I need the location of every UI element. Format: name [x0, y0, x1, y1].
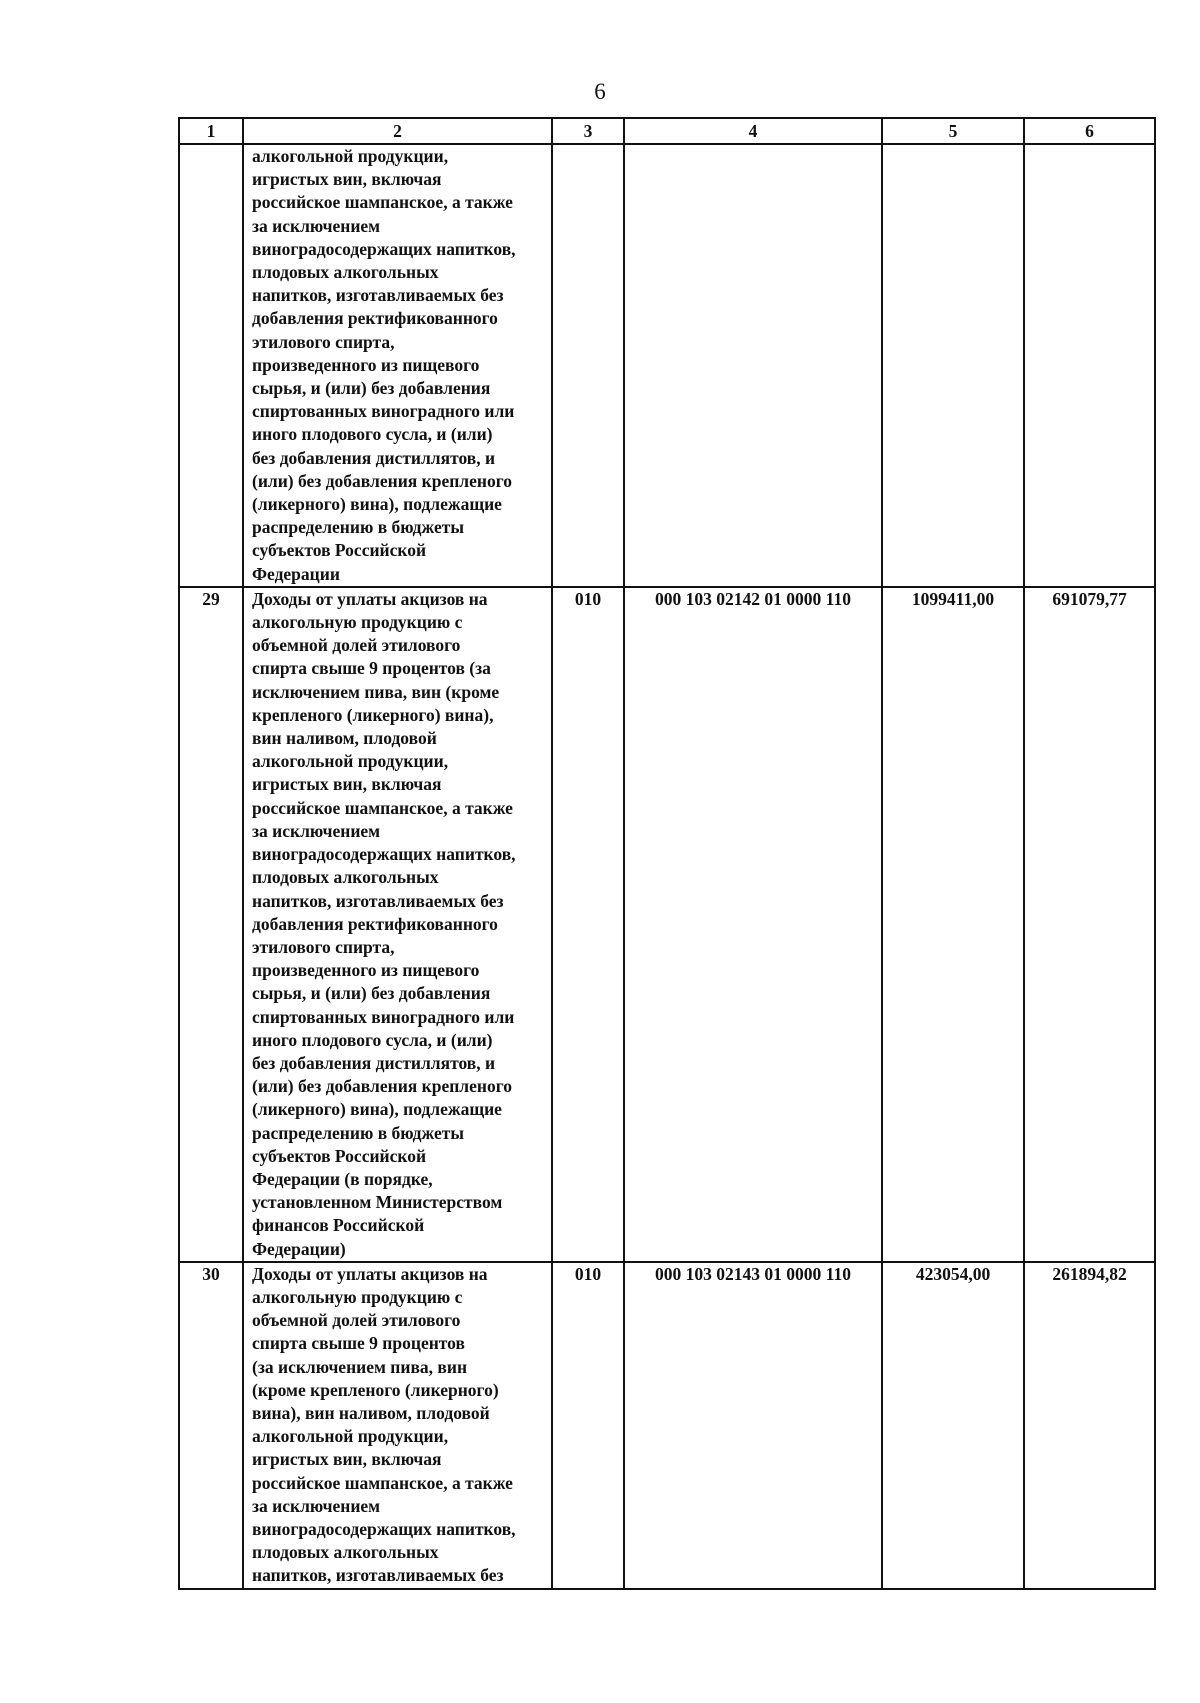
description-line: Федерации [252, 563, 340, 584]
row-number: 29 [179, 587, 243, 1262]
description-line: Доходы от уплаты акцизов на [252, 1263, 488, 1284]
row-description [243, 587, 552, 1262]
row-value-5: 423054,00 [882, 1262, 1024, 1589]
description-line: (или) без добавления крепленого [252, 470, 512, 491]
description-line: этилового спирта, [252, 936, 395, 957]
description-line: алкогольной продукции, [252, 751, 449, 772]
description-line: виноградосодержащих напитков, [252, 238, 516, 259]
description-line: исключением пива, вин (кроме [252, 681, 500, 702]
description-line: игристых вин, включая [252, 1449, 442, 1470]
description-line: иного плодового сусла, и (или) [252, 1029, 493, 1050]
description-line: распределению в бюджеты [252, 517, 465, 538]
description-line: сырья, и (или) без добавления [252, 378, 491, 399]
description-line: объемной долей этилового [252, 1310, 461, 1331]
row-code [552, 144, 624, 587]
row-number: 30 [179, 1262, 243, 1589]
description-line: алкогольную продукцию с [252, 612, 463, 633]
description-line: (или) без добавления крепленого [252, 1076, 512, 1097]
description-line: сырья, и (или) без добавления [252, 983, 491, 1004]
description-line: вин наливом, плодовой [252, 728, 437, 749]
description-line: напитков, изготавливаемых без [252, 1565, 504, 1586]
header-cell-4: 4 [624, 118, 882, 144]
description-line: за исключением [252, 1495, 381, 1516]
description-line: Федерации) [252, 1238, 346, 1259]
row-value-6 [1024, 144, 1155, 587]
description-line: напитков, изготавливаемых без [252, 890, 504, 911]
row-code: 010 [552, 587, 624, 1262]
description-line: крепленого (ликерного) вина), [252, 704, 494, 725]
description-line: (ликерного) вина), подлежащие [252, 494, 502, 515]
description-line: спиртованных виноградного или [252, 401, 515, 422]
row-kbk: 000 103 02142 01 0000 110 [624, 587, 882, 1262]
table-header-row [179, 118, 1155, 144]
description-line: игристых вин, включая [252, 169, 442, 190]
description-line: спирта свыше 9 процентов [252, 1333, 465, 1354]
row-value-6: 261894,82 [1024, 1262, 1155, 1589]
row-code: 010 [552, 1262, 624, 1589]
description-line: без добавления дистиллятов, и [252, 1052, 496, 1073]
description-line: за исключением [252, 820, 381, 841]
description-line: игристых вин, включая [252, 774, 442, 795]
description-line: вина), вин наливом, плодовой [252, 1402, 490, 1423]
description-line: российское шампанское, а также [252, 192, 513, 213]
description-line: плодовых алкогольных [252, 867, 439, 888]
description-line: спиртованных виноградного или [252, 1006, 515, 1027]
description-line: (ликерного) вина), подлежащие [252, 1099, 502, 1120]
description-line: субъектов Российской [252, 540, 427, 561]
description-line: (кроме крепленого (ликерного) [252, 1379, 499, 1400]
header-cell-3: 3 [552, 118, 624, 144]
description-line: плодовых алкогольных [252, 262, 439, 283]
description-line: напитков, изготавливаемых без [252, 285, 504, 306]
table-row-30 [179, 1262, 1155, 1589]
description-line: установленном Министерством [252, 1192, 503, 1213]
description-line: добавления ректификованного [252, 913, 498, 934]
description-line: Доходы от уплаты акцизов на [252, 588, 488, 609]
revenue-table [178, 117, 1156, 1590]
row-value-6: 691079,77 [1024, 587, 1155, 1262]
header-cell-6: 6 [1024, 118, 1155, 144]
description-line: иного плодового сусла, и (или) [252, 424, 493, 445]
description-line: добавления ректификованного [252, 308, 498, 329]
description-line: этилового спирта, [252, 331, 395, 352]
description-line: объемной долей этилового [252, 635, 461, 656]
description-line: распределению в бюджеты [252, 1122, 465, 1143]
page-number: 6 [594, 79, 606, 104]
table-row-continuation [179, 144, 1155, 587]
row-kbk [624, 144, 882, 587]
row-number [179, 144, 243, 587]
description-line: произведенного из пищевого [252, 960, 480, 981]
description-line: за исключением [252, 215, 381, 236]
description-line: алкогольной продукции, [252, 1426, 449, 1447]
description-line: российское шампанское, а также [252, 1472, 513, 1493]
description-line: спирта свыше 9 процентов (за [252, 658, 491, 679]
row-description [243, 144, 552, 587]
header-cell-5: 5 [882, 118, 1024, 144]
description-line: виноградосодержащих напитков, [252, 1518, 516, 1539]
header-cell-2: 2 [243, 118, 552, 144]
row-description [243, 1262, 552, 1589]
row-value-5 [882, 144, 1024, 587]
description-line: плодовых алкогольных [252, 1542, 439, 1563]
description-line: без добавления дистиллятов, и [252, 447, 496, 468]
description-line: субъектов Российской [252, 1145, 427, 1166]
header-cell-1: 1 [179, 118, 243, 144]
row-value-5: 1099411,00 [882, 587, 1024, 1262]
description-line: произведенного из пищевого [252, 354, 480, 375]
description-line: Федерации (в порядке, [252, 1168, 433, 1189]
description-line: (за исключением пива, вин [252, 1356, 468, 1377]
row-kbk: 000 103 02143 01 0000 110 [624, 1262, 882, 1589]
description-line: алкогольной продукции, [252, 146, 449, 166]
description-line: финансов Российской [252, 1215, 425, 1236]
description-line: российское шампанское, а также [252, 797, 513, 818]
table-row-29 [179, 587, 1155, 1262]
description-line: виноградосодержащих напитков, [252, 844, 516, 865]
description-line: алкогольную продукцию с [252, 1286, 463, 1307]
